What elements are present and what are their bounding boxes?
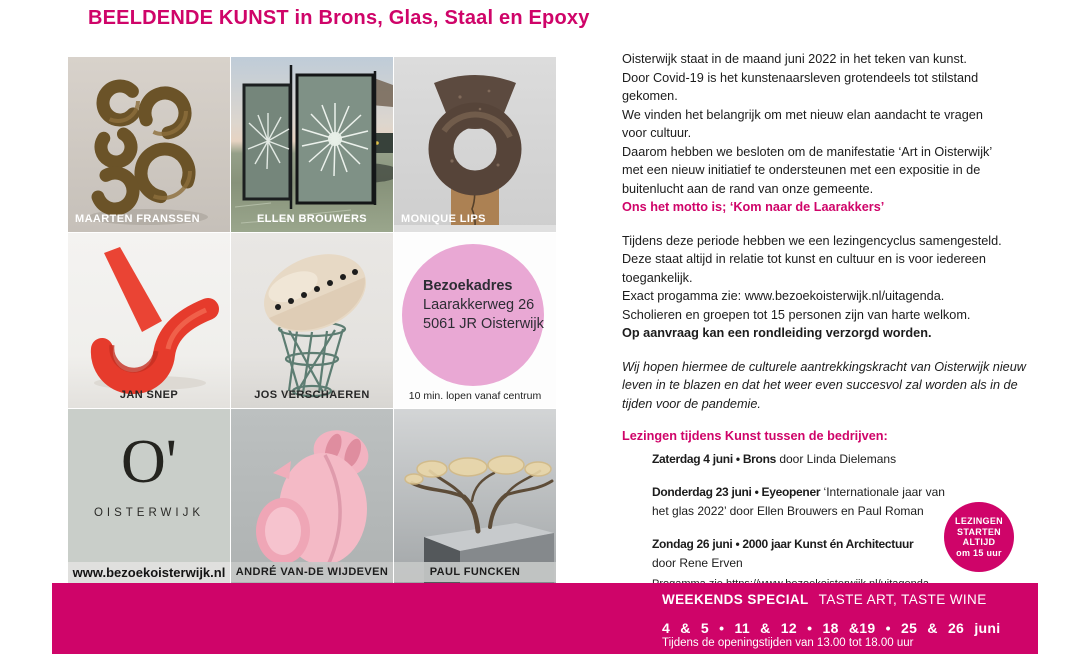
intro-line: voor cultuur. [622, 126, 692, 140]
egg-on-lattice-sculpture-image [231, 233, 393, 408]
steel-twist-sculpture-image [394, 57, 556, 232]
glass-dandelion-panels-image [231, 57, 393, 232]
artist-caption: PAUL FUNCKEN [394, 562, 556, 582]
weekends-special-label: WEEKENDS SPECIAL [662, 592, 809, 607]
period-line: toegankelijk. [622, 270, 693, 285]
lectures-heading: Lezingen tijdens Kunst tussen de bedrijven: [622, 429, 888, 443]
lecture-speaker: ‘Internationale jaar van het glas 2022’ door Ellen Brouwers en Paul Roman [652, 485, 945, 518]
intro-line: Daarom hebben we besloten om de manifestatie ‘Art in Oisterwijk’ [622, 144, 993, 159]
page-title: BEELDENDE KUNST in Brons, Glas, Staal en Epoxy [88, 7, 590, 29]
badge-line: STARTEN [957, 526, 1001, 537]
artwork-tile-funcken [394, 409, 556, 584]
hope-paragraph [622, 358, 1026, 414]
badge-line: ALTIJD [962, 537, 996, 547]
lecture-item-brons [652, 450, 952, 469]
artwork-gallery [68, 57, 556, 584]
lecture-date-title: Donderdag 23 juni • Eyeopener [652, 485, 821, 499]
banner-hours: Tijdens de openingstijden van 13.00 tot 18.00 uur [662, 637, 914, 649]
period-line: Scholieren en groepen tot 15 personen zijn van harte welkom. [622, 307, 971, 322]
bronze-curl-sculpture-image [68, 57, 230, 232]
lecture-speaker: door Linda Dielemans [776, 451, 897, 466]
bronze-branch-sculpture-image [394, 409, 556, 584]
artwork-tile-snep [68, 233, 230, 408]
address-street: Laarakkerweg 26 [423, 297, 535, 313]
lectures-time-badge [944, 502, 1014, 572]
artist-caption: MAARTEN FRANSSEN [75, 213, 200, 225]
banner-dates: 4 & 5 • 11 & 12 • 18 &19 • 25 & 26 juni [662, 620, 1001, 636]
intro-line: gekomen. [622, 89, 678, 103]
artist-caption: JAN SNEP [119, 389, 179, 401]
lecture-item-architectuur [652, 535, 952, 572]
tour-request-line: Op aanvraag kan een rondleiding verzorgd worden. [622, 326, 932, 340]
website-label: www.bezoekoisterwijk.nl [68, 562, 230, 584]
walk-note: 10 min. lopen vanaf centrum [408, 390, 542, 402]
artwork-tile-verschaeren [231, 233, 393, 408]
badge-line: om 15 uur [956, 547, 1002, 558]
lecture-item-eyeopener [652, 483, 952, 520]
hope-line: Wij hopen hiermee de culturele aantrekkingskracht van Oisterwijk nieuw [622, 359, 1026, 374]
address-text [423, 277, 544, 334]
intro-line: met een nieuw initiatief te ondersteunen met een expositie in de [622, 163, 981, 177]
taste-tagline: TASTE ART, TASTE WINE [818, 592, 987, 607]
period-paragraph [622, 232, 1012, 343]
period-line: Exact progamma zie: www.bezoekoisterwijk.nl/uitagenda. [622, 289, 945, 303]
badge-line: LEZINGEN [955, 516, 1003, 526]
artist-caption: ANDRÉ VAN-DE WIJDEVEN [231, 562, 393, 582]
lecture-date-title: Zaterdag 4 juni • Brons [652, 451, 776, 466]
weekends-special-banner [52, 583, 1038, 654]
oisterwijk-logo-tile [68, 409, 230, 584]
intro-line: Oisterwijk staat in de maand juni 2022 in het teken van kunst. [622, 52, 967, 66]
period-line: Deze staat altijd in relatie tot kunst en cultuur en is voor iedereen [622, 252, 986, 266]
oisterwijk-logo-name: OISTERWIJK [93, 507, 205, 519]
address-heading: Bezoekadres [423, 278, 513, 294]
intro-line: buitenlucht aan de rand van onze gemeente. [622, 181, 874, 196]
banner-headline [662, 592, 1038, 607]
period-line: Tijdens deze periode hebben we een lezingencyclus samengesteld. [622, 233, 1002, 248]
artwork-tile-wijdeven [231, 409, 393, 584]
pink-blob-sculpture-image [231, 409, 393, 584]
hope-line: tijden voor de pandemie. [622, 396, 761, 411]
artwork-tile-lips [394, 57, 556, 232]
oisterwijk-logo-mark: O' [121, 428, 177, 496]
red-ribbon-sculpture-image [68, 233, 230, 408]
intro-line: Door Covid-19 is het kunstenaarsleven grotendeels tot stilstand [622, 70, 979, 85]
artist-caption: MONIQUE LIPS [401, 213, 486, 225]
artwork-tile-franssen [68, 57, 230, 232]
motto-line: Ons het motto is; ‘Kom naar de Laarakkers’ [622, 200, 885, 214]
intro-paragraph [622, 50, 1012, 217]
artist-caption: JOS VERSCHAEREN [254, 389, 370, 401]
address-city: 5061 JR Oisterwijk [423, 316, 544, 332]
artwork-tile-brouwers [231, 57, 393, 232]
lecture-date-title: Zondag 26 juni • 2000 jaar Kunst én Architectuur [652, 537, 914, 551]
lecture-speaker: door Rene Erven [652, 555, 743, 570]
intro-line: We vinden het belangrijk om met nieuw elan aandacht te vragen [622, 107, 983, 122]
hope-line: leven in te blazen en dat het weer even succesvol zal worden als in de [622, 378, 1018, 392]
artist-caption: ELLEN BROUWERS [256, 213, 368, 225]
visit-address-tile [394, 233, 556, 408]
